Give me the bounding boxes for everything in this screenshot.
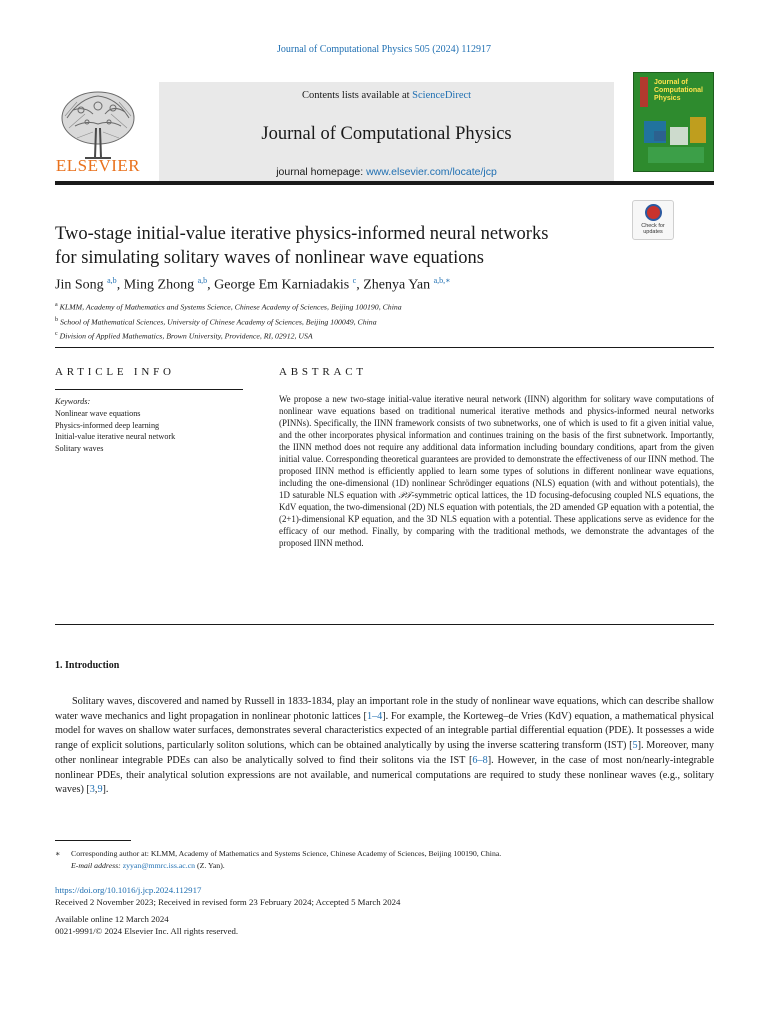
keywords-label: Keywords: (55, 397, 91, 406)
email-label: E-mail address: (71, 861, 121, 870)
author-list (55, 276, 451, 294)
keyword-item[interactable]: Nonlinear wave equations (55, 408, 141, 418)
author-name[interactable]: Jin Song (55, 277, 104, 293)
contents-line (159, 90, 614, 101)
affiliation-item (55, 314, 402, 329)
citation-link[interactable]: 6–8 (472, 754, 488, 766)
article-metadata (55, 884, 400, 938)
email-link[interactable]: zyyan@mmrc.iss.ac.cn (122, 861, 196, 870)
keyword-item[interactable]: Solitary waves (55, 444, 104, 454)
author-name[interactable]: Ming Zhong (123, 277, 195, 293)
author-affiliation-marks[interactable]: a,b,∗ (433, 276, 451, 285)
journal-title: Journal of Computational Physics (261, 124, 512, 144)
section-rule (55, 347, 714, 348)
citation-link[interactable]: 3 (89, 784, 95, 796)
abstract-part-2: -symmetric optical lattices, the 1D focusing-defocusing coupled NLS equations, the KdV equation, the two-dimensional (2D) NLS equation with potentials, the 2D amended GP equation with a potential, the (2+1)-dimensional KP equation, and the 3D NLS equation with a potential. These applications serve as evidence for the efficacy of our method. Finally, by comparing with the traditional methods, we demonstrate the advantages of the proposed IINN method. (279, 490, 714, 548)
journal-homepage-link[interactable]: www.elsevier.com/locate/jcp (366, 166, 497, 178)
keyword-item[interactable]: Physics-informed deep learning (55, 420, 160, 430)
paper-title-line-2: for simulating solitary waves of nonlinear wave equations (55, 248, 484, 268)
intro-text: , (94, 784, 98, 796)
intro-text: Solitary waves, discovered and named by Russell in 1833-1834, play an important role in the study of nonlinear wave equations, which can describe shallow water wave mechanics and light propagation in nonlinear photonic lattices [ (55, 696, 714, 722)
keyword-item[interactable]: Initial-value iterative neural network (55, 432, 176, 442)
email-suffix: (Z. Yan). (195, 861, 225, 870)
affiliation-text: KLMM, Academy of Mathematics and Systems Science, Chinese Academy of Sciences, Beijing 100190, China (59, 302, 402, 312)
abstract-part-1: We propose a new two-stage initial-value iterative neural network (IINN) algorithm for solitary wave computations of nonlinear wave equations based on traditional numerical iterative methods and physics-informed neural networks (PINNs). Specifically, the IINN framework consists of two subnetworks, one of which is used to fit a given initial value, and the other incorporates physical information and continues training on the basis of the first subnetwork. Importantly, the IINN method does not require any additional data information including boundary conditions, apart from the given initial value. Corresponding theoretical guarantees are provided to demonstrate the effectiveness of our IINN method. The proposed IINN method is efficiently applied to learn some types of solutions in different nonlinear wave equations, including the one-dimensional (1D) nonlinear Schrödinger equations (NLS) equation (with and without potentials), the 1D saturable NLS equation with (279, 394, 714, 500)
abstract-text (279, 393, 714, 549)
cover-title: Journal of Computational Physics (654, 79, 703, 102)
contents-prefix: Contents lists available at (301, 90, 413, 101)
journal-cover-image[interactable] (633, 72, 714, 172)
footnote-mark: ∗ (55, 849, 61, 858)
check-for-updates-button[interactable] (632, 200, 674, 240)
homepage-line (159, 166, 614, 178)
check-updates-icon (645, 204, 662, 221)
article-info-heading: ARTICLE INFO (55, 366, 175, 378)
affiliation-text: School of Mathematical Sciences, University of Chinese Academy of Sciences, Beijing 100049, China (59, 317, 377, 327)
introduction-heading: 1. Introduction (55, 660, 120, 671)
citation-link[interactable]: 9 (97, 784, 103, 796)
received-dates: Received 2 November 2023; Received in revised form 23 February 2024; Accepted 5 March 2024 (55, 897, 401, 908)
homepage-prefix: journal homepage: (276, 166, 367, 178)
author-separator: , (356, 277, 364, 293)
sciencedirect-link[interactable]: ScienceDirect (412, 90, 472, 101)
journal-reference[interactable]: Journal of Computational Physics 505 (2024) 112917 (276, 44, 492, 55)
intro-text: ]. (102, 784, 109, 796)
citation-link[interactable]: 5 (632, 740, 638, 752)
affiliations (55, 299, 402, 343)
paper-title (55, 222, 630, 270)
affiliation-mark: b (55, 316, 58, 323)
corresponding-author-note (55, 848, 501, 860)
affiliation-mark: a (55, 302, 58, 308)
affiliation-mark: c (55, 331, 58, 338)
author-affiliation-marks[interactable]: c (352, 276, 357, 285)
author-affiliation-marks[interactable]: a,b (107, 276, 117, 285)
author-affiliation-marks[interactable]: a,b (197, 276, 208, 285)
abstract-end-rule (55, 624, 714, 625)
author-separator: , (207, 277, 215, 293)
author-name[interactable]: George Em Karniadakis (214, 277, 350, 293)
cover-artwork (634, 73, 714, 172)
footnotes (55, 848, 501, 872)
intro-text: ]. Moreover, many other nonlinear integrable PDEs can also be analytically solved to find their solitons via the IST [ (55, 740, 714, 766)
paper-title-line-1: Two-stage initial-value iterative physics-informed neural networks (55, 224, 549, 244)
corresponding-author-text: Corresponding author at: KLMM, Academy of Mathematics and Systems Science, Chinese Academy of Sciences, Beijing 100190, China. (71, 849, 502, 858)
check-updates-label: Check for updates (641, 223, 665, 235)
article-info-rule (55, 389, 243, 390)
available-online: Available online 12 March 2024 (55, 913, 169, 924)
keywords-block (55, 396, 175, 455)
email-note (55, 860, 501, 872)
affiliation-text: Division of Applied Mathematics, Brown University, Providence, RI, 02912, USA (59, 331, 313, 341)
masthead-rule (55, 181, 714, 185)
publisher-name: ELSEVIER (55, 156, 141, 175)
copyright: 0021-9991/© 2024 Elsevier Inc. All rights reserved. (55, 926, 239, 937)
author-separator: , (116, 277, 124, 293)
author-name[interactable]: Zhenya Yan (363, 277, 431, 293)
pt-symbol: 𝒫𝒯 (398, 490, 412, 500)
doi-link[interactable]: https://doi.org/10.1016/j.jcp.2024.112917 (55, 885, 202, 895)
affiliation-item (55, 299, 402, 314)
introduction-paragraph (55, 695, 714, 798)
intro-text: ]. However, in the case of most non/nearly-integrable nonlinear PDEs, their analytical solution expressions are not available, and numerical computations are required to study these nonlinear waves (e.g., solitary waves) [ (55, 754, 714, 796)
abstract-heading: ABSTRACT (279, 366, 367, 378)
affiliation-item (55, 328, 402, 343)
footnote-rule (55, 840, 131, 841)
masthead-banner (159, 82, 614, 182)
citation-link[interactable]: 1–4 (366, 710, 383, 722)
intro-text: ]. For example, the Korteweg–de Vries (KdV) equation, a mathematical physical model for waves on shallow water surfaces, demonstrates several characteristics expected of an integrable partial differential equation (PDE). It possesses a wide range of explicit solutions, particularly soliton solutions, which can be obtained analytically by using the inverse scattering transform (IST) [ (55, 710, 714, 752)
masthead (55, 72, 714, 178)
